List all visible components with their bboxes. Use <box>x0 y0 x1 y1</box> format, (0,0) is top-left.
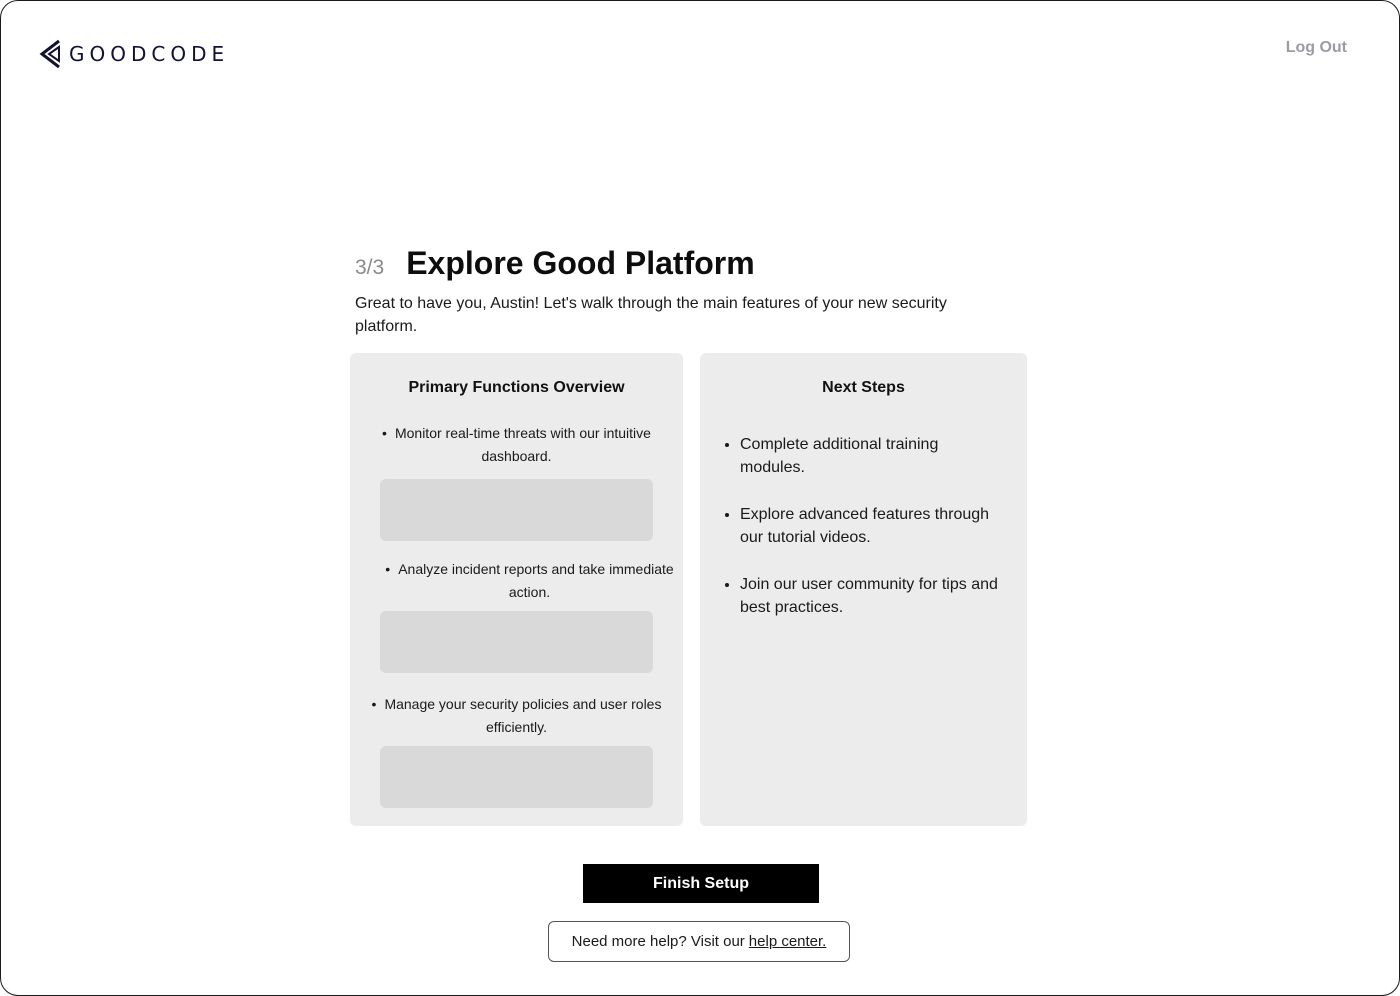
help-center-link[interactable]: help center. <box>748 933 827 950</box>
logout-link[interactable]: Log Out <box>1285 39 1347 56</box>
feature-image-placeholder <box>380 479 653 541</box>
bullet-icon: • <box>371 696 377 712</box>
list-item: • Explore advanced features through our tutorial videos. <box>740 503 1007 549</box>
page-subtitle: Great to have you, Austin! Let's walk through the main features of your new security platform. <box>355 295 947 335</box>
feature-image-placeholder <box>380 611 653 673</box>
bullet-icon: • <box>385 561 391 577</box>
page-heading <box>355 245 755 282</box>
primary-functions-card <box>350 353 683 826</box>
finish-setup-button[interactable]: Finish Setup <box>583 864 819 903</box>
list-item: • Join our user community for tips and best practices. <box>740 573 1007 619</box>
feature-image-placeholder <box>380 746 653 808</box>
logo-text: GOODCODE <box>69 42 230 66</box>
help-box <box>548 921 850 962</box>
card-title: Next Steps <box>822 379 905 396</box>
feature-item <box>380 558 679 604</box>
list-item: • Complete additional training modules. <box>740 433 1007 479</box>
help-text: Need more help? Visit our <box>571 933 745 950</box>
feature-item <box>360 693 673 739</box>
step-indicator: 3/3 <box>355 256 385 279</box>
logo[interactable] <box>39 39 229 69</box>
feature-text: Monitor real-time threats with our intuitive dashboard. <box>394 425 651 464</box>
next-steps-card <box>700 353 1027 826</box>
next-steps-list <box>722 433 1007 643</box>
logo-chevron-icon <box>39 39 63 69</box>
page-title: Explore Good Platform <box>406 245 755 281</box>
bullet-icon: • <box>382 425 387 441</box>
feature-text: Manage your security policies and user roles efficiently. <box>384 696 662 735</box>
feature-text: Analyze incident reports and take immediate action. <box>398 561 674 600</box>
card-title: Primary Functions Overview <box>408 379 625 396</box>
feature-item <box>360 422 673 468</box>
